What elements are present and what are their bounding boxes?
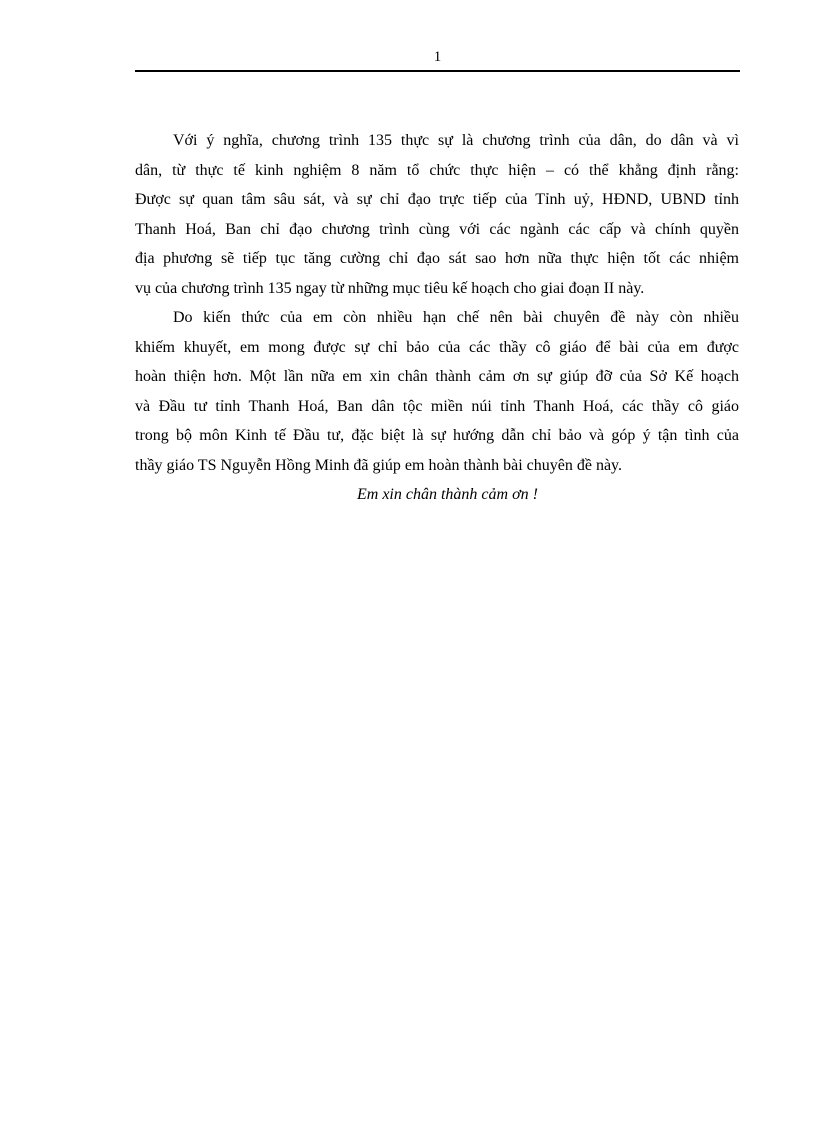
paragraph-line: và Đầu tư tỉnh Thanh Hoá, Ban dân tộc miền núi tỉnh Thanh Hoá, các thầy cô giáo xyxy=(135,397,739,415)
paragraph-line: địa phương sẽ tiếp tục tăng cường chỉ đạo sát sao hơn nữa thực hiện tốt các nhiệm xyxy=(135,250,739,267)
page-header xyxy=(135,48,740,72)
paragraph-1 xyxy=(135,126,739,303)
paragraph-line: Với ý nghĩa, chương trình 135 thực sự là chương trình của dân, do dân và vì xyxy=(173,132,739,149)
paragraph-line: dân, từ thực tế kinh nghiệm 8 năm tổ chức thực hiện – có thể khẳng định rằng: xyxy=(135,161,739,179)
page-number: 1 xyxy=(433,49,442,65)
paragraph-line: Được sự quan tâm sâu sát, và sự chỉ đạo trực tiếp của Tỉnh uỷ, HĐND, UBND tỉnh xyxy=(135,191,739,208)
closing-line: Em xin chân thành cảm ơn ! xyxy=(357,486,538,503)
paragraph-line: Thanh Hoá, Ban chỉ đạo chương trình cùng với các ngành các cấp và chính quyền xyxy=(135,220,739,238)
document-body xyxy=(135,126,739,510)
paragraph-line: thầy giáo TS Nguyễn Hồng Minh đã giúp em hoàn thành bài chuyên đề này. xyxy=(135,456,623,474)
paragraph-line: trong bộ môn Kinh tế Đầu tư, đặc biệt là sự hướng dẫn chỉ bảo và góp ý tận tình của xyxy=(135,427,739,444)
paragraph-line: Do kiến thức của em còn nhiều hạn chế nên bài chuyên đề này còn nhiều xyxy=(173,309,739,326)
paragraph-2 xyxy=(135,303,739,480)
paragraph-line: vụ của chương trình 135 ngay từ những mục tiêu kế hoạch cho giai đoạn II này. xyxy=(135,279,645,297)
paragraph-line: hoàn thiện hơn. Một lần nữa em xin chân thành cảm ơn sự giúp đỡ của Sở Kế hoạch xyxy=(135,368,739,385)
paragraph-line: khiếm khuyết, em mong được sự chỉ bảo của các thầy cô giáo để bài của em được xyxy=(135,338,739,356)
